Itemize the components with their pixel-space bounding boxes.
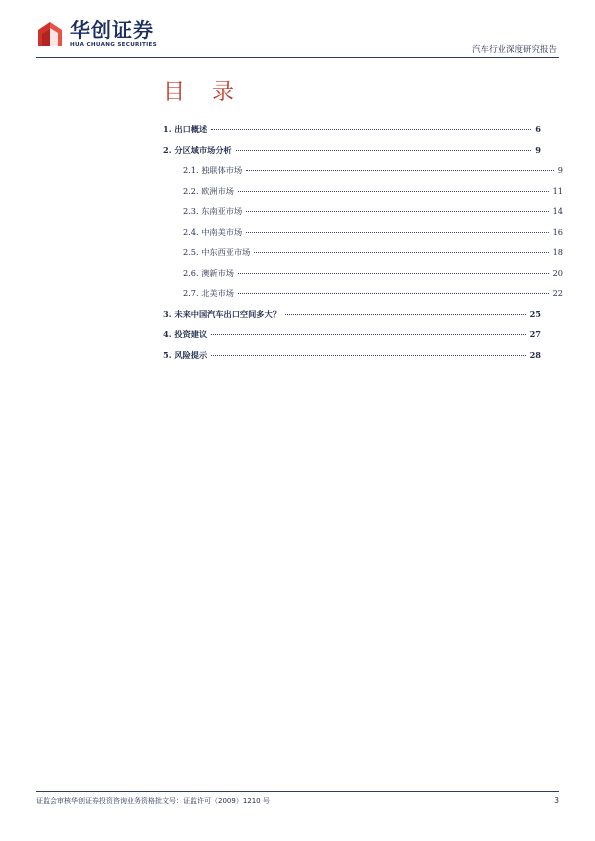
logo-chinese-name: 华创证券 [70, 18, 154, 42]
toc-entry-australia-nz-market[interactable] [183, 266, 563, 280]
toc-entry-page: 28 [529, 349, 541, 360]
toc-entry-latin-america-market[interactable] [183, 225, 563, 239]
toc-entry-investment-advice[interactable] [163, 327, 541, 341]
logo-mark-icon [36, 20, 64, 48]
toc-leader-dots [285, 314, 526, 315]
toc-entry-page: 9 [535, 144, 541, 155]
footer-license-text: 证监会审核华创证券投资咨询业务资格批文号：证监许可（2009）1210 号 [36, 797, 270, 805]
toc-entry-label: 2. 分区域市场分析 [163, 144, 232, 155]
toc-entry-risk-warning[interactable] [163, 348, 541, 362]
toc-leader-dots [246, 170, 554, 171]
toc-entry-southeast-asia-market[interactable] [183, 204, 563, 218]
toc-leader-dots [211, 129, 531, 130]
page-number: 3 [554, 796, 559, 805]
toc-leader-dots [254, 252, 548, 253]
toc-leader-dots [238, 273, 549, 274]
toc-entry-label: 4. 投资建议 [163, 329, 208, 339]
toc-leader-dots [238, 191, 549, 192]
toc-entry-label: 2.3. 东南亚市场 [183, 206, 243, 216]
toc-entry-page: 20 [552, 267, 563, 278]
toc-entry-label: 2.6. 澳新市场 [183, 267, 234, 278]
toc-entry-page: 22 [552, 288, 563, 298]
toc-entry-label: 1. 出口概述 [163, 124, 208, 134]
toc-entry-regional-analysis[interactable] [163, 143, 541, 157]
toc-entry-page: 25 [529, 308, 541, 319]
toc-entry-label: 2.4. 中南美市场 [183, 226, 243, 237]
company-logo [36, 18, 176, 52]
header-divider [36, 57, 559, 58]
toc-entry-export-overview[interactable] [163, 122, 541, 136]
toc-entry-page: 18 [552, 247, 563, 257]
page-header [0, 0, 595, 60]
toc-leader-dots [238, 293, 549, 294]
toc-entry-page: 16 [552, 226, 563, 237]
toc-entry-label: 3. 未来中国汽车出口空间多大？ [163, 308, 281, 319]
toc-entry-cis-market[interactable] [183, 163, 563, 177]
toc-leader-dots [246, 211, 548, 212]
toc-entry-label: 2.7. 北美市场 [183, 288, 234, 298]
toc-entry-middle-east-market[interactable] [183, 245, 563, 259]
toc-entry-page: 9 [557, 165, 563, 175]
toc-leader-dots [211, 355, 525, 356]
toc-entry-label: 2.5. 中东西亚市场 [183, 247, 251, 257]
toc-title: 目 录 [163, 80, 244, 105]
toc-entry-page: 11 [552, 185, 563, 196]
toc-entry-label: 2.1. 独联体市场 [183, 165, 243, 175]
report-type-label: 汽车行业深度研究报告 [471, 45, 557, 55]
toc-entry-europe-market[interactable] [183, 184, 563, 198]
toc-leader-dots [246, 232, 548, 233]
toc-leader-dots [211, 334, 525, 335]
footer-divider [36, 791, 559, 792]
toc-entry-north-america-market[interactable] [183, 286, 563, 300]
toc-entry-page: 6 [535, 124, 541, 134]
toc-entry-page: 14 [552, 206, 563, 216]
toc-leader-dots [236, 150, 532, 151]
toc-entry-page: 27 [529, 329, 541, 339]
toc-entry-label: 2.2. 欧洲市场 [183, 185, 234, 196]
toc-entry-export-potential[interactable] [163, 307, 541, 321]
toc-entry-label: 5. 风险提示 [163, 349, 208, 360]
logo-english-name: HUA CHUANG SECURITIES [70, 42, 157, 48]
